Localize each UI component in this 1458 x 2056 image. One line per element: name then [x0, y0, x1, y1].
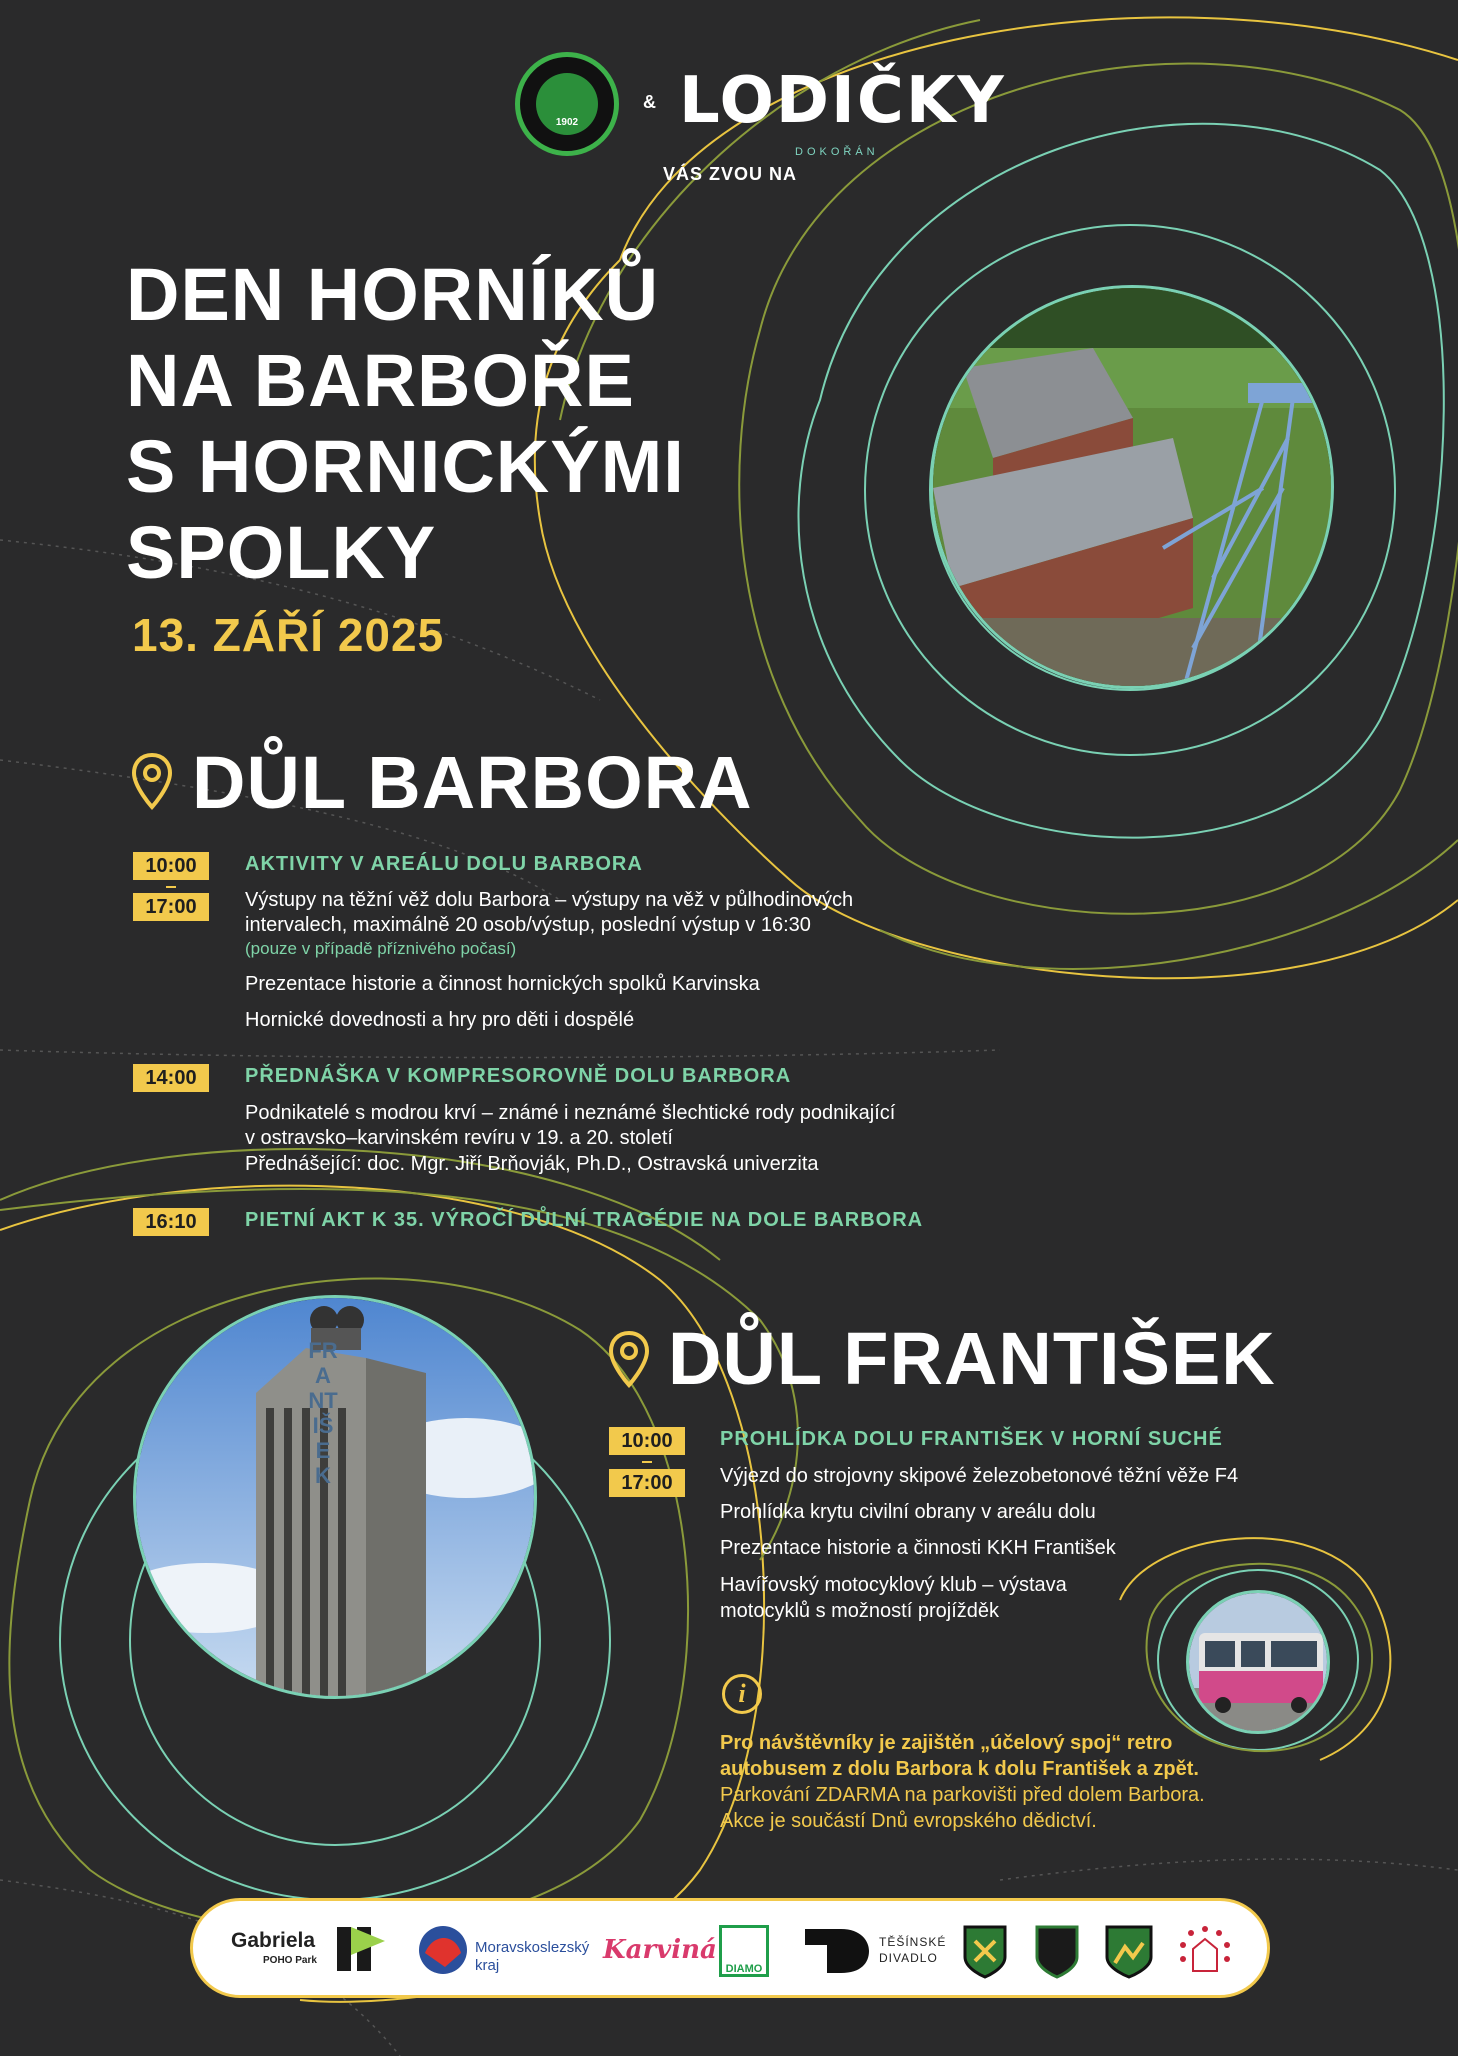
frantisek-title: DŮL FRANTIŠEK	[668, 1317, 1276, 1400]
event-line: Prohlídka krytu civilní obrany v areálu dolu	[720, 1501, 1096, 1523]
gabriela-logo-subtitle: POHO Park	[263, 1955, 317, 1966]
invitation-text: VÁS ZVOU NA	[662, 164, 797, 184]
title-line: SPOLKY	[126, 511, 437, 594]
lodicky-logo-subtitle: DOKOŘÁN	[795, 146, 879, 158]
section-heading: AKTIVITY V AREÁLU DOLU BARBORA	[245, 853, 643, 875]
poho-park-logo-icon	[333, 1923, 391, 1975]
ampersand: &	[643, 92, 656, 112]
time-range-dash	[166, 886, 176, 888]
info-bold-line: autobusem z dolu Barbora k dolu František a zpět.	[720, 1758, 1199, 1780]
event-line: Prezentace historie a činnost hornických spolků Karvinska	[245, 973, 760, 995]
header-logos	[515, 52, 1006, 162]
info-icon: i	[722, 1674, 762, 1714]
time-badge: 10:00	[133, 852, 209, 880]
event-line: intervalech, maximálně 20 osob/výstup, poslední výstup v 16:30	[245, 914, 811, 936]
time-badge: 16:10	[133, 1208, 209, 1236]
time-badge: 14:00	[133, 1064, 209, 1092]
weather-note: (pouze v případě příznivého počasí)	[245, 939, 517, 958]
miners-club-shield-icon-2	[1033, 1923, 1081, 1979]
diamo-logo-text: DIAMO	[725, 1963, 763, 1975]
page-title	[126, 252, 846, 596]
divadlo-logo-text: TĚŠÍNSKÉ	[879, 1935, 947, 1949]
location-pin-icon	[130, 752, 174, 812]
event-line: v ostravsko–karvinském revíru v 19. a 20. století	[245, 1127, 673, 1149]
msk-logo-text: Moravskoslezský	[475, 1939, 590, 1956]
event-line: motocyklů s možností projížděk	[720, 1600, 999, 1622]
section-heading: PIETNÍ AKT K 35. VÝROČÍ DŮLNÍ TRAGÉDIE NA DOLE BARBORA	[245, 1209, 924, 1231]
section-heading: PŘEDNÁŠKA V KOMPRESOROVNĚ DOLU BARBORA	[245, 1065, 792, 1087]
location-pin-icon	[607, 1330, 651, 1390]
barbora-aerial-photo	[930, 285, 1334, 689]
event-line: Podnikatelé s modrou krví – známé i neznámé šlechtické rody podnikající	[245, 1102, 896, 1124]
info-line: Parkování ZDARMA na parkovišti před dolem Barbora.	[720, 1784, 1205, 1806]
sponsors-bar	[190, 1898, 1270, 1998]
gabriela-logo-text: Gabriela	[231, 1929, 316, 1952]
frantisek-tower-photo	[133, 1295, 537, 1699]
section-heading: PROHLÍDKA DOLU FRANTIŠEK V HORNÍ SUCHÉ	[720, 1428, 1223, 1450]
miners-club-shield-icon	[961, 1923, 1009, 1979]
title-line: NA BARBOŘE	[126, 339, 635, 422]
event-line: Výjezd do strojovny skipové železobetonové těžní věže F4	[720, 1465, 1239, 1487]
event-line: Prezentace historie a činnosti KKH František	[720, 1537, 1116, 1559]
seal-year: 1902	[555, 117, 579, 128]
title-line: S HORNICKÝMI	[126, 425, 685, 508]
time-badge: 17:00	[609, 1469, 685, 1497]
time-badge: 17:00	[133, 893, 209, 921]
event-line: Přednášející: doc. Mgr. Jiří Brňovják, Ph.D., Ostravská univerzita	[245, 1153, 819, 1175]
tesinske-divadlo-logo-icon	[801, 1923, 871, 1979]
event-date: 13. ZÁŘÍ 2025	[132, 609, 445, 661]
event-line: Hornické dovednosti a hry pro děti i dospělé	[245, 1009, 635, 1031]
divadlo-logo-text-2: DIVADLO	[879, 1951, 938, 1965]
msk-logo-text-2: kraj	[475, 1957, 500, 1974]
event-line: Výstupy na těžní věž dolu Barbora – výstupy na věž v půlhodinových	[245, 889, 854, 911]
retro-bus-photo	[1186, 1590, 1330, 1734]
event-line: Havířovský motocyklový klub – výstava	[720, 1574, 1067, 1596]
kkh-frantisek-shield-icon	[1103, 1923, 1155, 1979]
info-line: Akce je součástí Dnů evropského dědictví.	[720, 1810, 1097, 1832]
moravskoslezsky-kraj-logo-icon	[415, 1923, 471, 1977]
info-bold-line: Pro návštěvníky je zajištěn „účelový spoj“ retro	[720, 1732, 1173, 1754]
heritage-stars-logo-icon	[1175, 1923, 1235, 1979]
tower-lettering: FRANTIŠEK	[308, 1338, 338, 1488]
lodicky-logo: LODIČKY	[679, 64, 1006, 138]
karvina-logo-text: Karviná	[603, 1935, 717, 1965]
time-range-dash	[642, 1461, 652, 1463]
miners-association-seal	[515, 52, 619, 156]
title-line: DEN HORNÍKŮ	[126, 253, 660, 336]
barbora-title: DŮL BARBORA	[192, 741, 753, 824]
time-badge: 10:00	[609, 1427, 685, 1455]
